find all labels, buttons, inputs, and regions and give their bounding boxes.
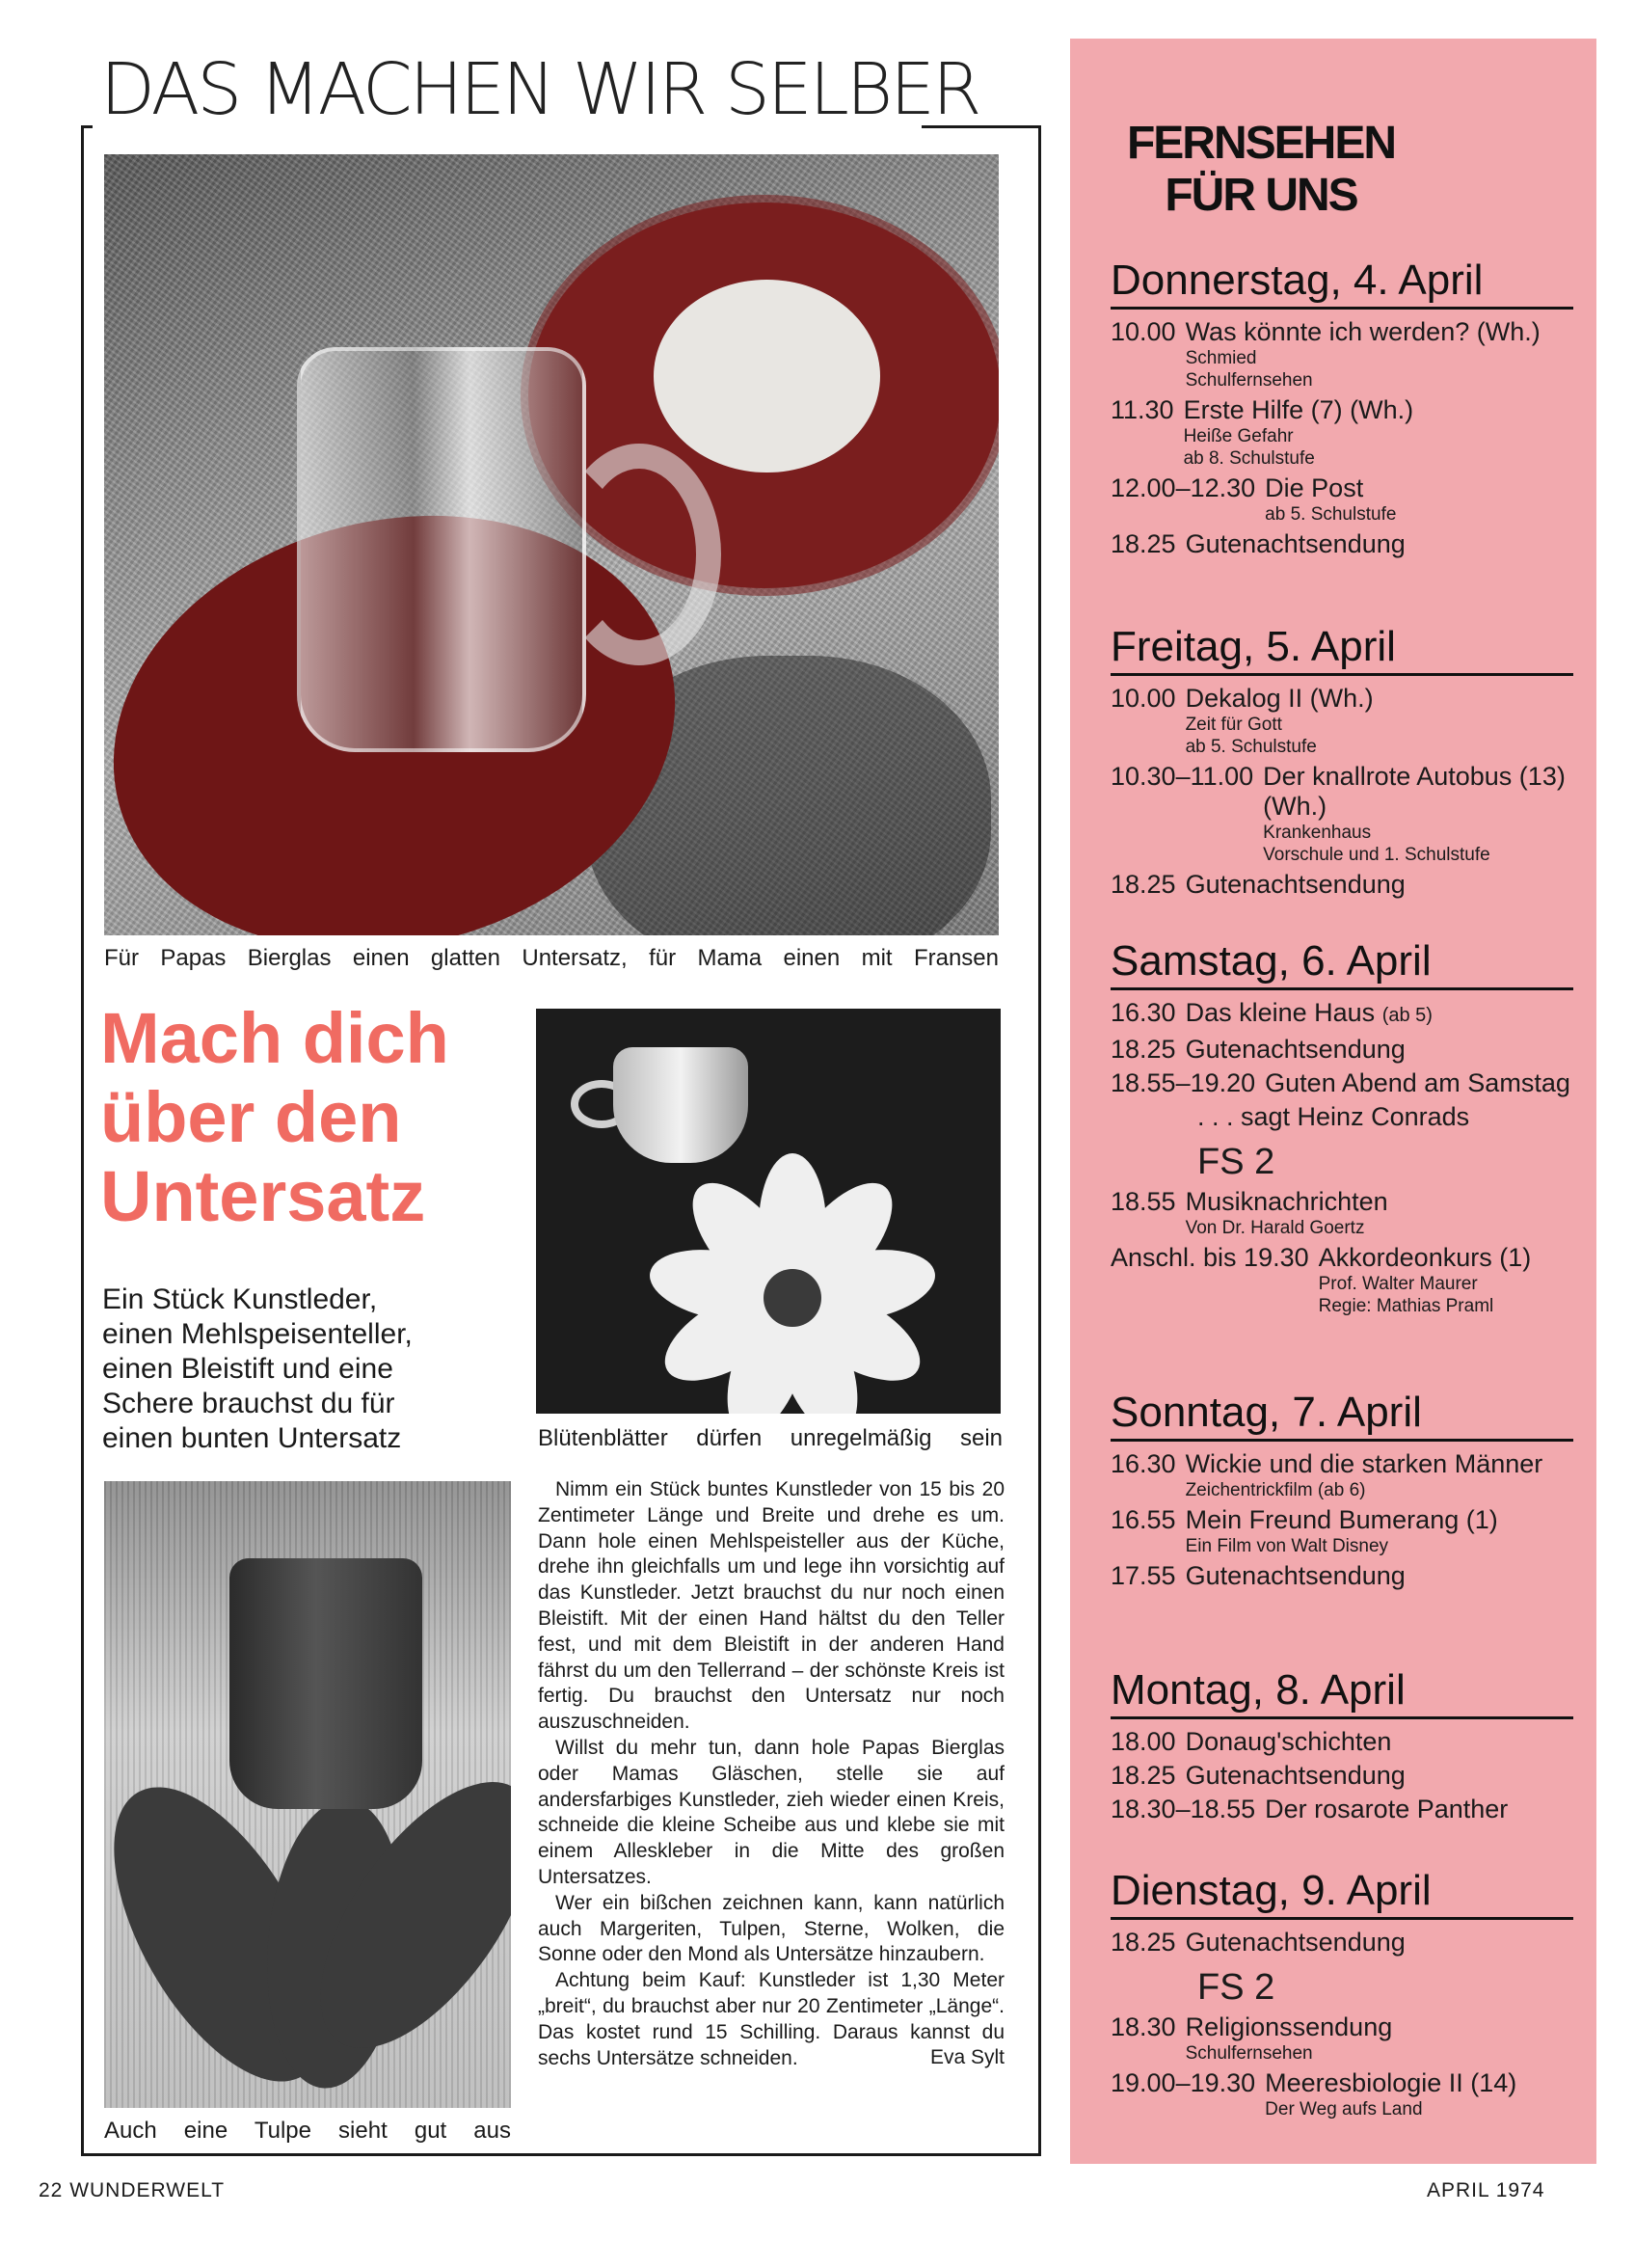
program-entry (1111, 1068, 1573, 1098)
photo-tulip-coaster (104, 1481, 511, 2108)
program-entry (1111, 2068, 1573, 2120)
program-entry (1111, 870, 1573, 900)
body-paragraph: Achtung beim Kauf: Kunstleder ist 1,30 Meter „breit“, du brauchst aber nur 20 Zentimeter „Länge“. Das kostet rund 15 Schilling. Daraus kannst du sechs Untersätze schneiden. (538, 1969, 1005, 2069)
program-title: Religionssendung (1185, 2012, 1393, 2041)
day-saturday (1111, 937, 1573, 1321)
program-time: 12.00–12.30 (1111, 473, 1256, 502)
beer-glass (297, 347, 586, 752)
footer-issue-date: APRIL 1974 (1427, 2179, 1545, 2201)
program-subtitle: Schmied (1185, 348, 1257, 368)
program-entry (1111, 684, 1573, 758)
photo-beer-glass-coasters (104, 154, 999, 935)
program-entry (1111, 395, 1573, 470)
program-entry (1111, 1449, 1573, 1501)
program-entry (1111, 1243, 1573, 1317)
program-title: Der knallrote Autobus (13) (Wh.) (1263, 762, 1566, 821)
program-subtitle: Von Dr. Harald Goertz (1185, 1218, 1365, 1238)
program-entry (1111, 1761, 1573, 1791)
program-title: Die Post (1265, 473, 1364, 502)
program-entry (1111, 473, 1573, 526)
program-time: 16.30 (1111, 998, 1176, 1027)
program-time: 18.00 (1111, 1727, 1176, 1756)
author-signature: Eva Sylt (929, 2046, 1005, 2069)
program-title: Was könnte ich werden? (Wh.) (1185, 317, 1541, 346)
age-note: (ab 5) (1381, 1005, 1433, 1026)
body-paragraph: Nimm ein Stück buntes Kunstleder von 15 bis 20 Zentimeter Länge und Breite und drehe es um. Dann hole einen Mehlspeisteller aus der Küche, drehe ihn gleichfalls um und lege ihn vorsichtig auf das Kunstleder. Jetzt brauchst du nur noch einen Bleistift. Mit der einen Hand hältst du den Teller fest, und mit dem Bleistift in der anderen Hand fährst du um den Tellerrand – der schönste Kreis ist fertig. Du brauchst den Untersatz nur noch auszuschneiden. (538, 1478, 1005, 1734)
article-body (538, 1477, 1005, 2071)
program-title: Wickie und die starken Männer (1185, 1449, 1543, 1478)
program-entry (1111, 1035, 1573, 1065)
program-title: Donaug'schichten (1185, 1727, 1392, 1756)
program-title: Dekalog II (Wh.) (1185, 684, 1374, 713)
program-time: 18.30 (1111, 2012, 1176, 2041)
program-title: Der rosarote Panther (1265, 1795, 1509, 1823)
program-time: 18.55 (1111, 1187, 1176, 1216)
program-entry (1111, 762, 1573, 866)
program-subtitle: Schulfernsehen (1185, 2043, 1313, 2064)
day-heading: Montag, 8. April (1111, 1666, 1573, 1719)
program-entry (1111, 1561, 1573, 1591)
program-subtitle: ab 5. Schulstufe (1265, 504, 1397, 525)
program-entry (1111, 1928, 1573, 1958)
photo3-caption: Auch eine Tulpe sieht gut aus (104, 2118, 511, 2144)
program-subtitle: Zeit für Gott (1185, 715, 1282, 735)
program-time: 16.30 (1111, 1449, 1176, 1478)
program-subtitle: ab 8. Schulstufe (1183, 448, 1315, 469)
glass-handle (557, 444, 721, 665)
program-title: Gutenachtsendung (1185, 1035, 1406, 1064)
program-title: Gutenachtsendung (1185, 870, 1406, 899)
program-time: 18.25 (1111, 870, 1176, 899)
program-subtitle: Vorschule und 1. Schulstufe (1263, 845, 1490, 865)
program-time: 17.55 (1111, 1561, 1176, 1590)
day-heading: Dienstag, 9. April (1111, 1867, 1573, 1920)
headline-line-1: Mach dich (100, 998, 449, 1078)
footer-page-magazine: 22 WUNDERWELT (39, 2179, 226, 2201)
program-entry (1111, 529, 1573, 559)
lead-line: Ein Stück Kunstleder, (102, 1283, 378, 1315)
coaster-center (654, 280, 880, 472)
program-time: 18.25 (1111, 529, 1176, 558)
day-friday (1111, 623, 1573, 904)
program-time: 10.00 (1111, 684, 1176, 713)
program-time: 18.25 (1111, 1035, 1176, 1064)
lead-line: einen bunten Untersatz (102, 1422, 402, 1454)
program-entry (1111, 1505, 1573, 1557)
program-entry (1111, 317, 1573, 392)
lead-line: einen Bleistift und eine (102, 1353, 393, 1385)
tv-title-line: FERNSEHEN (1126, 118, 1396, 169)
program-subtitle: Prof. Walter Maurer (1318, 1274, 1478, 1294)
program-title: Guten Abend am Samstag (1265, 1068, 1570, 1097)
day-sunday (1111, 1389, 1573, 1595)
program-time: 18.30–18.55 (1111, 1795, 1256, 1823)
section-kicker: DAS MACHEN WIR SELBER (100, 48, 979, 131)
program-entry (1111, 1727, 1573, 1757)
dark-glass (229, 1558, 422, 1809)
body-paragraph: Wer ein bißchen zeichnen kann, kann natürlich auch Margeriten, Tulpen, Sterne, Wolken, die Sonne oder den Mond als Untersätze hinzaubern. (538, 1891, 1005, 1966)
program-subtitle: Krankenhaus (1263, 823, 1372, 843)
program-title: Erste Hilfe (7) (Wh.) (1183, 395, 1414, 424)
program-entry (1111, 1187, 1573, 1239)
program-time: 16.55 (1111, 1505, 1176, 1534)
day-heading: Freitag, 5. April (1111, 623, 1573, 676)
photo1-caption: Für Papas Bierglas einen glatten Untersatz, für Mama einen mit Fransen (104, 945, 999, 971)
photo2-caption: Blütenblätter dürfen unregelmäßig sein (538, 1425, 1003, 1451)
tv-title-line: FÜR UNS (1165, 170, 1357, 221)
program-time: 18.55–19.20 (1111, 1068, 1256, 1097)
program-time: 19.00–19.30 (1111, 2068, 1256, 2097)
day-heading: Donnerstag, 4. April (1111, 256, 1573, 310)
program-title: Gutenachtsendung (1185, 1561, 1406, 1590)
program-entry (1111, 2012, 1573, 2065)
program-subtitle: Heiße Gefahr (1183, 426, 1294, 446)
program-subtitle: ab 5. Schulstufe (1185, 737, 1317, 757)
day-tuesday (1111, 1867, 1573, 2124)
flower-center (764, 1269, 821, 1327)
program-time: 10.00 (1111, 317, 1176, 346)
program-title: Das kleine Haus (1185, 998, 1376, 1027)
day-thursday (1111, 256, 1573, 563)
program-entry (1111, 1102, 1573, 1132)
small-glass (613, 1047, 748, 1163)
program-subtitle: Der Weg aufs Land (1265, 2099, 1423, 2120)
program-time: 18.25 (1111, 1761, 1176, 1790)
program-title: Gutenachtsendung (1185, 529, 1406, 558)
program-title: Gutenachtsendung (1185, 1761, 1406, 1790)
program-entry (1111, 1795, 1573, 1824)
body-paragraph: Willst du mehr tun, dann hole Papas Bierglas oder Mamas Gläschen, stelle sie auf andersfarbiges Kunstleder, zieh wieder einen Kreis, schneide die kleine Scheibe aus und klebe sie mit einem Alleskleber in die Mitte des großen Untersatzes. (538, 1736, 1005, 1888)
program-time: 11.30 (1111, 395, 1174, 424)
program-title: Meeresbiologie II (14) (1265, 2068, 1517, 2097)
headline-line-2: über den (100, 1077, 402, 1157)
day-monday (1111, 1666, 1573, 1828)
tv-title (1116, 118, 1406, 222)
program-subtitle: Schulfernsehen (1185, 370, 1313, 391)
lead-line: Schere brauchst du für (102, 1388, 395, 1419)
channel-fs2: FS 2 (1197, 1142, 1275, 1182)
lead-line: einen Mehlspeisenteller, (102, 1318, 413, 1350)
photo-flower-coaster (536, 1009, 1001, 1414)
program-subtitle: Ein Film von Walt Disney (1185, 1536, 1389, 1556)
program-title: . . . sagt Heinz Conrads (1197, 1102, 1470, 1131)
headline-line-3: Untersatz (100, 1156, 426, 1236)
lead-text (102, 1282, 413, 1456)
program-subtitle: Regie: Mathias Praml (1318, 1296, 1494, 1316)
program-subtitle: Zeichentrickfilm (ab 6) (1185, 1480, 1366, 1500)
program-title: Gutenachtsendung (1185, 1928, 1406, 1957)
program-title: Mein Freund Bumerang (1) (1185, 1505, 1498, 1534)
program-time: Anschl. bis 19.30 (1111, 1243, 1309, 1272)
program-title: Musiknachrichten (1185, 1187, 1388, 1216)
program-entry (1111, 998, 1573, 1031)
channel-fs2: FS 2 (1197, 1967, 1275, 2008)
day-heading: Sonntag, 7. April (1111, 1389, 1573, 1442)
headline (100, 999, 449, 1236)
day-heading: Samstag, 6. April (1111, 937, 1573, 990)
program-time: 18.25 (1111, 1928, 1176, 1957)
program-time: 10.30–11.00 (1111, 762, 1254, 791)
program-title: Akkordeonkurs (1) (1318, 1243, 1532, 1272)
